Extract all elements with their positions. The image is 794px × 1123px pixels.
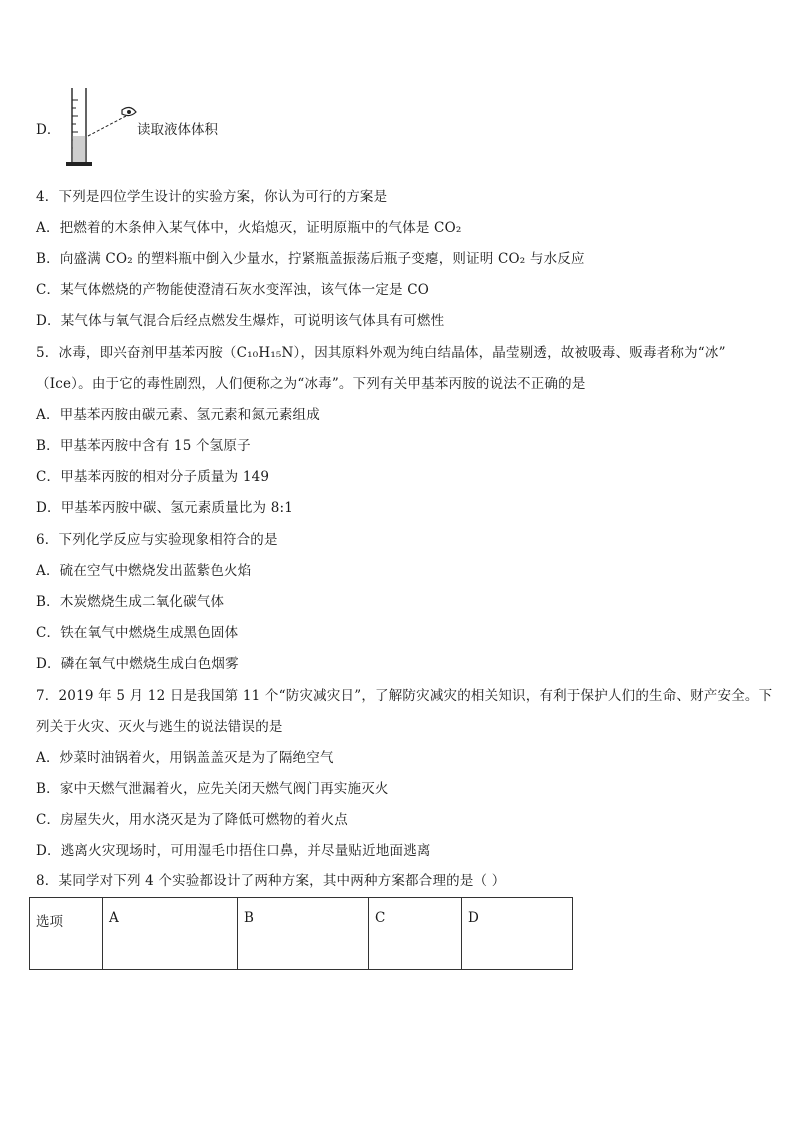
q6-option-b: B．木炭燃烧生成二氧化碳气体	[36, 594, 225, 610]
q7-option-b: B．家中天燃气泄漏着火，应先关闭天燃气阀门再实施灭火	[36, 781, 389, 797]
q5-option-c: C．甲基苯丙胺的相对分子质量为 149	[36, 469, 270, 485]
table-header-cell: B	[238, 898, 369, 970]
table-header-cell: D	[462, 898, 573, 970]
q8-stem: 8．某同学对下列 4 个实验都设计了两种方案，其中两种方案都合理的是（ ）	[36, 873, 506, 889]
q4-option-c: C．某气体燃烧的产物能使澄清石灰水变浑浊，该气体一定是 CO	[36, 282, 430, 298]
table-row	[30, 898, 573, 970]
table-header-cell: A	[103, 898, 238, 970]
q4-option-a: A．把燃着的木条伸入某气体中，火焰熄灭，证明原瓶中的气体是 CO₂	[36, 220, 462, 236]
q6-option-d: D．磷在氧气中燃烧生成白色烟雾	[36, 656, 239, 672]
q7-option-a: A．炒菜时油锅着火，用锅盖盖灭是为了隔绝空气	[36, 750, 334, 766]
q6-stem: 6．下列化学反应与实验现象相符合的是	[36, 532, 278, 548]
q5-option-b: B．甲基苯丙胺中含有 15 个氢原子	[36, 438, 251, 454]
q5-option-a: A．甲基苯丙胺由碳元素、氢元素和氮元素组成	[36, 407, 320, 423]
q5-option-d: D．甲基苯丙胺中碳、氢元素质量比为 8:1	[36, 500, 294, 516]
q6-option-c: C．铁在氧气中燃烧生成黑色固体	[36, 625, 239, 641]
q3-option-d-caption: 读取液体体积	[137, 122, 218, 138]
q7-stem-line2: 列关于火灾、灭火与逃生的说法错误的是	[36, 719, 283, 735]
graduated-cylinder-figure	[60, 86, 140, 170]
q7-option-c: C．房屋失火，用水浇灭是为了降低可燃物的着火点	[36, 812, 348, 828]
q4-option-b: B．向盛满 CO₂ 的塑料瓶中倒入少量水，拧紧瓶盖振荡后瓶子变瘪，则证明 CO₂ 与水反应	[36, 251, 585, 267]
q7-option-d: D．逃离火灾现场时，可用湿毛巾捂住口鼻，并尽量贴近地面逃离	[36, 843, 431, 859]
q4-stem: 4．下列是四位学生设计的实验方案，你认为可行的方案是	[36, 189, 388, 205]
q6-option-a: A．硫在空气中燃烧发出蓝紫色火焰	[36, 563, 252, 579]
q8-options-table	[29, 897, 573, 970]
q5-stem-line2: （Ice）。由于它的毒性剧烈，人们便称之为“冰毒”。下列有关甲基苯丙胺的说法不正确的是	[36, 376, 586, 392]
table-header-cell: C	[369, 898, 462, 970]
q3-option-d-label: D．	[36, 122, 61, 138]
q4-option-d: D．某气体与氧气混合后经点燃发生爆炸，可说明该气体具有可燃性	[36, 313, 445, 329]
q5-stem-line1: 5．冰毒，即兴奋剂甲基苯丙胺（C₁₀H₁₅N），因其原料外观为纯白结晶体，晶莹剔透，故被吸毒、贩毒者称为“冰”	[36, 345, 726, 361]
table-header-cell: 选项	[30, 898, 103, 970]
q7-stem-line1: 7．2019 年 5 月 12 日是我国第 11 个“防灾减灾日”，了解防灾减灾的相关知识，有利于保护人们的生命、财产安全。下	[36, 688, 773, 704]
